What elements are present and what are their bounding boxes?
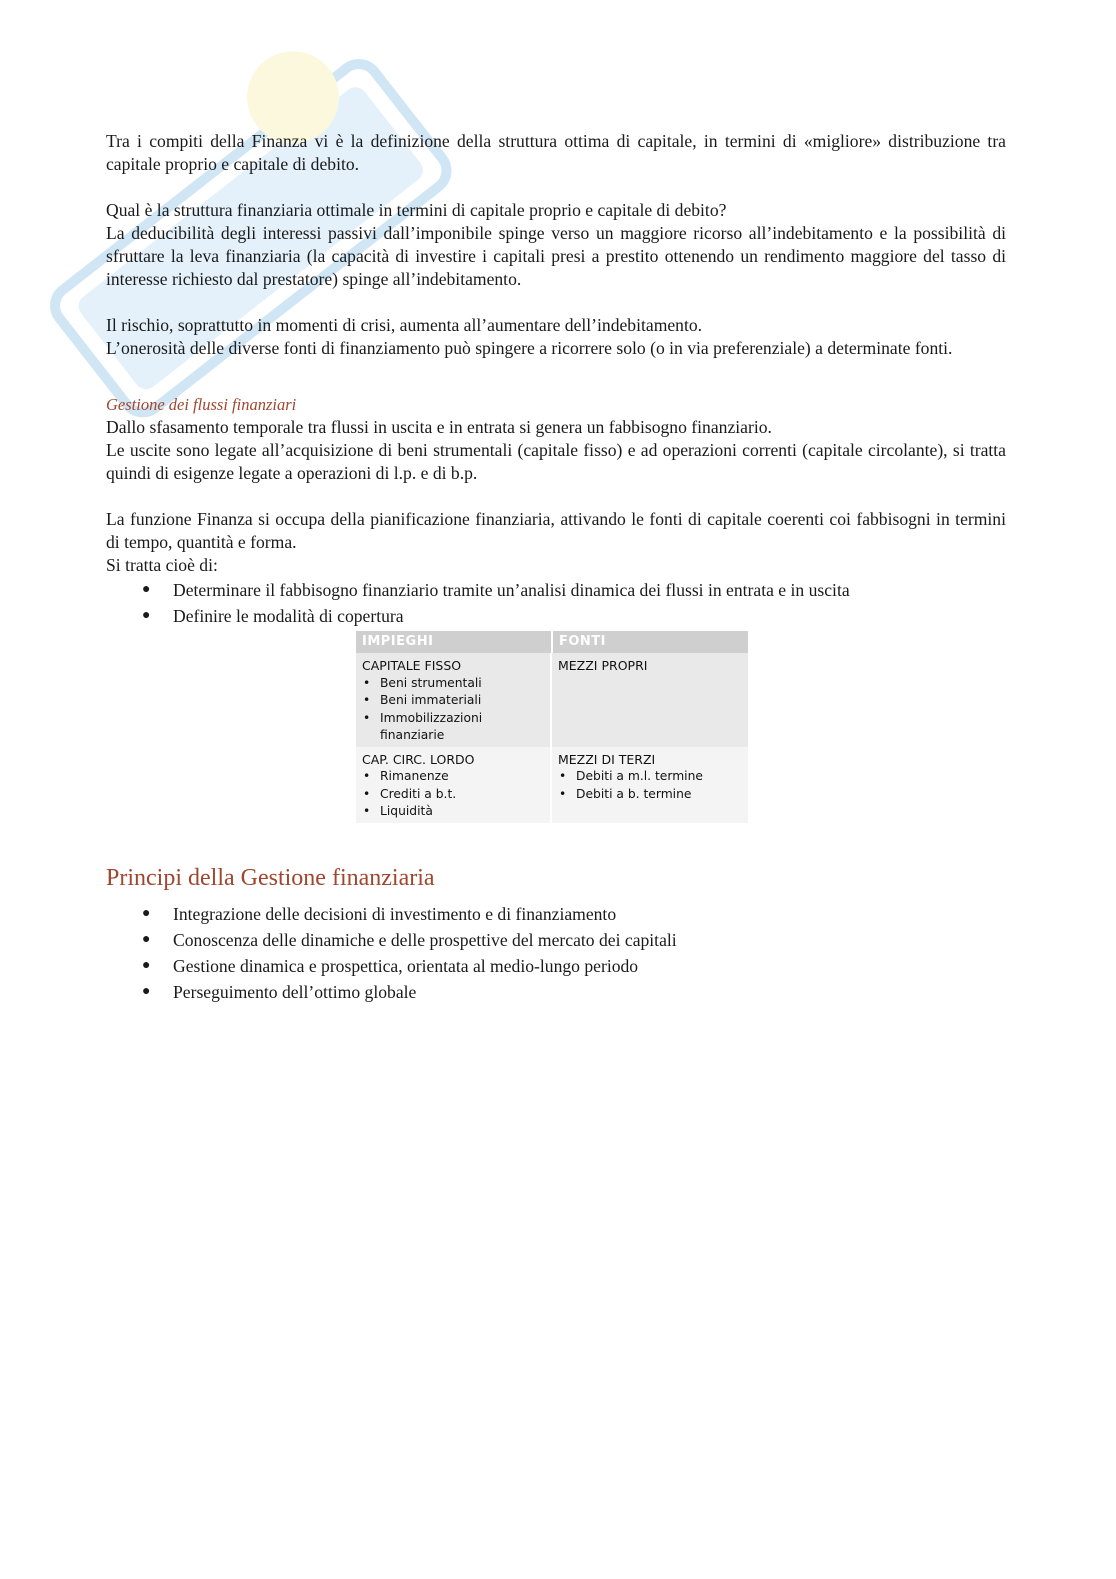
table-header <box>356 631 748 653</box>
list-item: ● Integrazione delle decisioni di investimento e di finanziamento <box>106 901 1006 927</box>
paragraph-deducibilita: La deducibilità degli interessi passivi dall’imponibile spinge verso un maggiore ricorso all’indebitamento e la possibilità di sfruttare la leva finanziaria (la capacità di investire i capitali presi a prestito ottenendo un rendimento maggiore del tasso di interesse richiesto dal prestatore) spinge all’indebitamento. <box>106 223 1006 289</box>
document-page <box>106 130 1006 1005</box>
table-row <box>356 653 748 747</box>
list-item: ● Perseguimento dell’ottimo globale <box>106 979 1006 1005</box>
bullet-icon: ● <box>142 905 151 921</box>
paragraph-onerosita: L’onerosità delle diverse fonti di finanziamento può spingere a ricorrere solo (o in via preferenziale) a determinate fonti. <box>106 338 953 358</box>
header-impieghi: IMPIEGHI <box>356 631 553 653</box>
cell-mezzi-di-terzi: MEZZI DI TERZI • Debiti a m.l. termine • Debiti a b. termine <box>552 747 748 823</box>
list-item: ● Definire le modalità di copertura <box>106 603 1006 629</box>
paragraph-struttura-ottima: Tra i compiti della Finanza vi è la definizione della struttura ottima di capitale, in termini di «migliore» distribuzione tra capitale proprio e capitale di debito. <box>106 131 1006 174</box>
bullet-icon: ● <box>142 931 151 947</box>
paragraph-funzione-finanza: La funzione Finanza si occupa della pianificazione finanziaria, attivando le fonti di capitale coerenti coi fabbisogni in termini di tempo, quantità e forma. <box>106 509 1006 552</box>
bullet-icon: ● <box>142 608 151 623</box>
cell-capitale-fisso: CAPITALE FISSO • Beni strumentali • Beni immateriali • Immobilizzazioni finanziarie <box>356 653 552 747</box>
section-title-principi: Principi della Gestione finanziaria <box>106 864 435 891</box>
list-item: ● Gestione dinamica e prospettica, orientata al medio-lungo periodo <box>106 953 1006 979</box>
list-item: ● Conoscenza delle dinamiche e delle prospettive del mercato dei capitali <box>106 927 1006 953</box>
table-row <box>356 747 748 823</box>
bullet-icon: ● <box>142 957 151 973</box>
header-fonti: FONTI <box>559 634 607 649</box>
cell-cap-circ-lordo: CAP. CIRC. LORDO • Rimanenze • Crediti a b.t. • Liquidità <box>356 747 552 823</box>
paragraph-sfasamento: Dallo sfasamento temporale tra flussi in uscita e in entrata si genera un fabbisogno finanziario. <box>106 417 772 437</box>
paragraph-question: Qual è la struttura finanziaria ottimale in termini di capitale proprio e capitale di debito? <box>106 200 727 220</box>
bullet-icon: ● <box>142 582 151 597</box>
paragraph-uscite: Le uscite sono legate all’acquisizione di beni strumentali (capitale fisso) e ad operazioni correnti (capitale circolante), si tratta quindi di esigenze legate a operazioni di l.p. e di b.p. <box>106 440 1006 483</box>
paragraph-rischio: Il rischio, soprattutto in momenti di crisi, aumenta all’aumentare dell’indebitamento. <box>106 315 703 335</box>
paragraph-si-tratta: Si tratta cioè di: <box>106 555 218 575</box>
bullet-icon: ● <box>142 983 151 999</box>
list-flussi <box>106 577 1006 629</box>
cell-mezzi-propri: MEZZI PROPRI <box>558 658 648 673</box>
list-principi <box>106 901 1006 1005</box>
list-item: ● Determinare il fabbisogno finanziario tramite un’analisi dinamica dei flussi in entrata e in uscita <box>106 577 1006 603</box>
subheading-gestione-flussi: Gestione dei flussi finanziari <box>106 395 297 414</box>
impieghi-fonti-table <box>356 631 748 823</box>
